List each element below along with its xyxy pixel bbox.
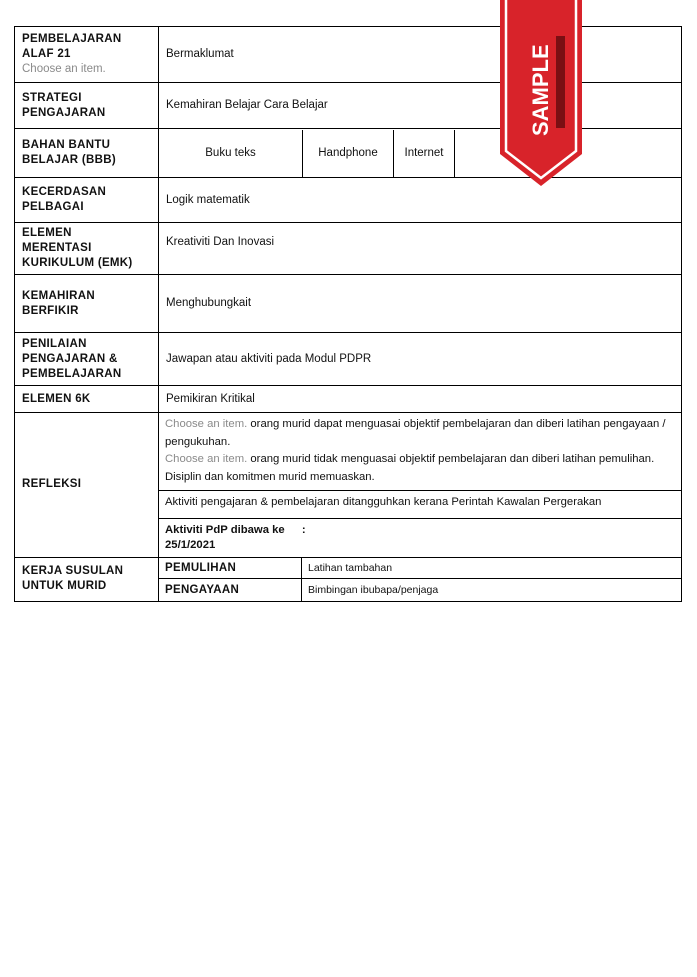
bbb-item[interactable]: Buku teks [205, 147, 256, 159]
kerja-susulan-table [159, 558, 681, 601]
refleksi-text: Choose an item. orang murid dapat menguasai objektif pembelajaran dan diberi latihan pengayaan / pengukuhan. Choose an item. orang murid tidak menguasai objektif pembelajaran dan diberi latihan pemulihan. Disiplin dan komitmen murid memuaskan. [165, 418, 666, 483]
value-kecerdasan[interactable]: Logik matematik [159, 178, 682, 223]
pemulihan-value[interactable]: Latihan tambahan [302, 558, 682, 579]
value-pembelajaran-abad21[interactable]: Bermaklumat [159, 27, 682, 83]
refleksi-dibawa: Aktiviti PdP dibawa ke : 25/1/2021 [159, 518, 681, 557]
label-elemen6k: ELEMEN 6K [15, 386, 159, 413]
row-refleksi [15, 413, 682, 558]
row-kemahiran [15, 275, 682, 333]
label-refleksi: REFLEKSI [15, 413, 159, 558]
label-bbb: BAHAN BANTU BELAJAR (BBB) [15, 129, 159, 178]
value-emk[interactable]: Kreativiti Dan Inovasi [159, 223, 682, 275]
value-penilaian[interactable]: Jawapan atau aktiviti pada Modul PDPR [159, 333, 682, 386]
choose-item-dropdown[interactable]: Choose an item. [22, 63, 106, 75]
value-refleksi [159, 413, 682, 558]
row-elemen6k [15, 386, 682, 413]
row-emk [15, 223, 682, 275]
sample-watermark-ribbon [500, 0, 582, 186]
row-penilaian [15, 333, 682, 386]
label-emk: ELEMEN MERENTASI KURIKULUM (EMK) [15, 223, 159, 275]
value-kemahiran[interactable]: Menghubungkait [159, 275, 682, 333]
refleksi-tangguh[interactable]: Aktiviti pengajaran & pembelajaran ditangguhkan kerana Perintah Kawalan Pergerakan [159, 490, 681, 518]
dibawa-date[interactable]: 25/1/2021 [165, 538, 216, 551]
label-strategi: STRATEGI PENGAJARAN [15, 83, 159, 129]
label-pembelajaran-abad21: PEMBELAJARAN ALAF 21 Choose an item. [15, 27, 159, 83]
value-elemen6k[interactable]: Pemikiran Kritikal [159, 386, 682, 413]
label-penilaian: PENILAIAN PENGAJARAN & PEMBELAJARAN [15, 333, 159, 386]
value-kerja-susulan [159, 557, 682, 601]
bbb-items [159, 130, 681, 177]
label-kemahiran: KEMAHIRAN BERFIKIR [15, 275, 159, 333]
value-bbb [159, 129, 682, 178]
label-kerja-susulan: KERJA SUSULAN UNTUK MURID [15, 557, 159, 601]
choose-item-dropdown[interactable]: Choose an item. [165, 418, 248, 430]
pemulihan-label: PEMULIHAN [165, 561, 237, 574]
choose-item-dropdown[interactable]: Choose an item. [165, 453, 248, 465]
sample-watermark-text: SAMPLE [528, 44, 553, 136]
row-kerja-susulan [15, 557, 682, 601]
label-kecerdasan: KECERDASAN PELBAGAI [15, 178, 159, 223]
bbb-item[interactable]: Internet [394, 130, 455, 177]
value-strategi[interactable]: Kemahiran Belajar Cara Belajar [159, 83, 682, 129]
pengayaan-label: PENGAYAAN [159, 579, 302, 601]
pengayaan-value[interactable]: Bimbingan ibubapa/penjaga [302, 579, 682, 601]
bbb-item[interactable]: Handphone [303, 130, 394, 177]
